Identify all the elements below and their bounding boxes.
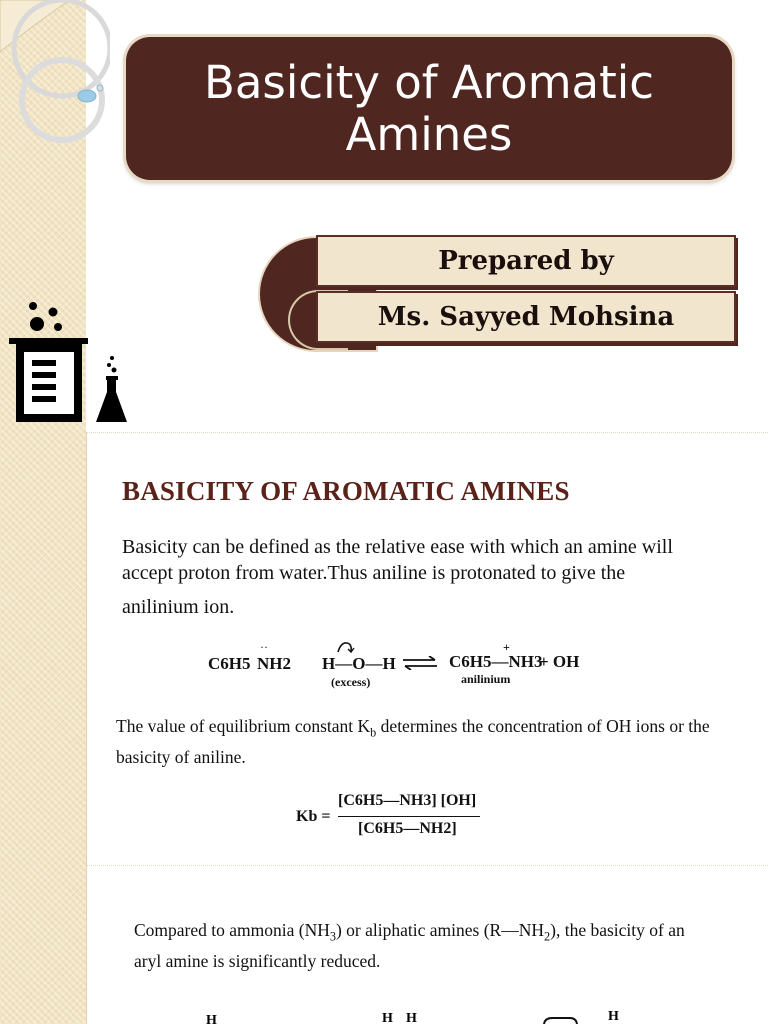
definition-text: Basicity can be defined as the relative ease with which an amine will accept proton from water.Thus aniline is protonated to give the [122, 536, 673, 584]
compare-text-b: ) or aliphatic amines (R—NH [335, 920, 544, 940]
eq-reactant-amine-group: NH2 [257, 654, 291, 673]
svg-text:H: H [382, 1011, 393, 1024]
eq-positive-charge: + [503, 640, 510, 654]
kb-denominator: [C6H5—NH2] [358, 820, 457, 837]
kb-fraction-bar [338, 816, 480, 817]
protonation-equation [205, 640, 625, 692]
eq-product-anilinium: C6H5—NH3 [449, 652, 543, 671]
kb-expression [296, 786, 486, 854]
compare-text-c: ), the basicity of an aryl amine is significantly reduced. [134, 920, 685, 971]
author-name: Ms. Sayyed Mohsina [316, 291, 736, 343]
eq-lone-pair: ·· [260, 640, 268, 654]
eq-excess-note: (excess) [331, 675, 371, 689]
eq-reactant-water: H—O—H [322, 654, 396, 673]
svg-text:H: H [406, 1011, 417, 1024]
definition-text-end: anilinium ion. [122, 596, 235, 618]
kb-text-end: determines the concentration of OH ions or the basicity of aniline. [116, 716, 710, 767]
kb-label: Kb = [296, 808, 331, 825]
comparison-paragraph [134, 918, 714, 973]
svg-text:H: H [608, 1009, 619, 1024]
structure-fragment-icon [200, 1006, 660, 1024]
slide-divider [86, 432, 768, 433]
kb-numerator: [C6H5—NH3] [OH] [338, 792, 477, 809]
prepared-by-label: Prepared by [316, 235, 736, 287]
definition-paragraph [122, 534, 712, 620]
section-heading: BASICITY OF AROMATIC AMINES [122, 476, 570, 506]
svg-text:H: H [206, 1013, 217, 1024]
decorative-side-strip [0, 0, 87, 1024]
beaker-flask-icon [6, 298, 132, 428]
equilibrium-paragraph [116, 714, 716, 769]
compare-sub-1: 3 [329, 929, 336, 944]
kb-text-start: The value of equilibrium constant K [116, 716, 371, 736]
eq-reactant-aniline: C6H5 [208, 654, 251, 673]
decorative-rings-icon [0, 0, 110, 150]
kb-subscript: b [370, 725, 377, 740]
eq-anilinium-note: anilinium [461, 672, 511, 686]
compare-text-a: Compared to ammonia (NH [134, 920, 330, 940]
curved-arrow-icon [335, 640, 357, 654]
slide-divider-2 [86, 865, 768, 866]
eq-product-hydroxide: + OH [539, 652, 580, 671]
compare-sub-2: 2 [544, 929, 551, 944]
slide-title: Basicity of Aromatic Amines [126, 37, 732, 180]
equilibrium-arrow-icon [403, 656, 437, 670]
